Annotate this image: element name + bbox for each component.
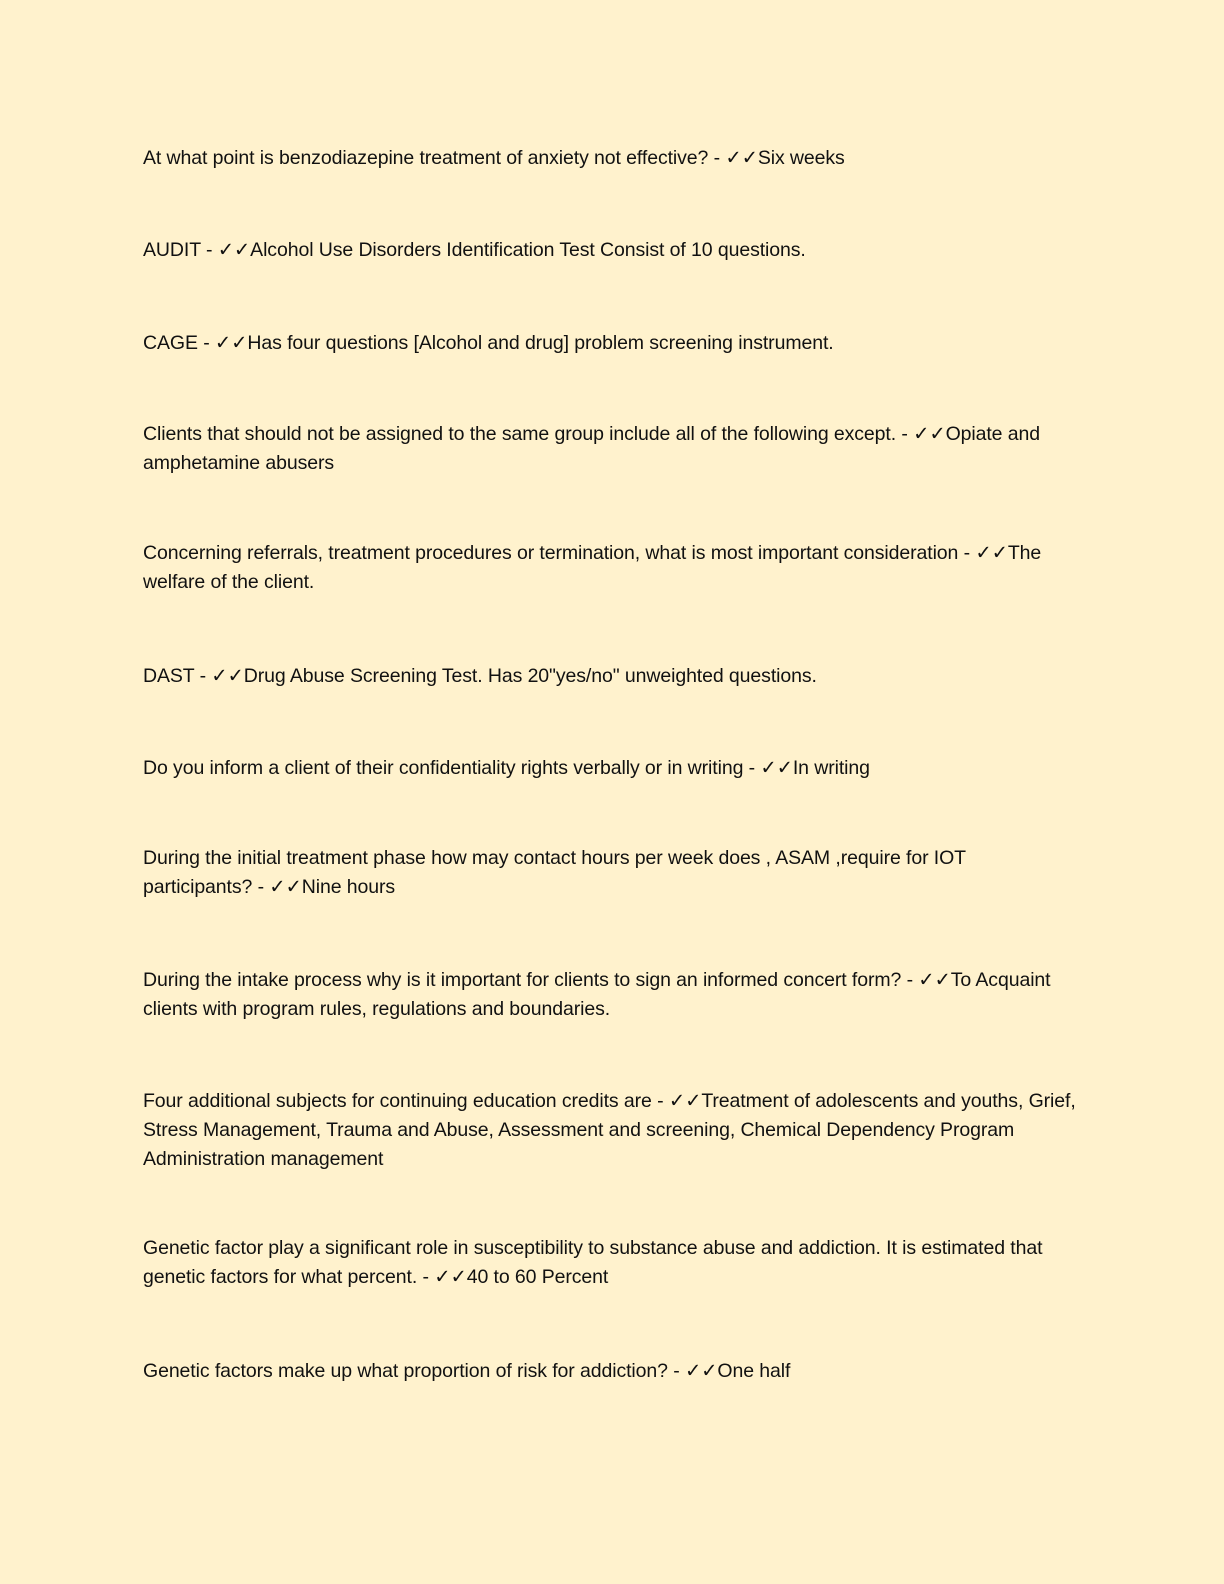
question-text: Four additional subjects for continuing education credits are	[143, 1090, 652, 1112]
double-check-icon: ✓✓	[214, 332, 248, 354]
question-text: Clients that should not be assigned to the same group include all of the following except.	[143, 423, 897, 445]
qa-item	[143, 236, 1078, 265]
separator: -	[901, 969, 919, 991]
double-check-icon: ✓✓	[668, 1090, 702, 1112]
separator: -	[896, 423, 914, 445]
answer-text: Opiate and amphetamine abusers	[143, 423, 1040, 474]
qa-item	[143, 420, 1078, 478]
question-text: During the intake process why is it important for clients to sign an informed concert form?	[143, 969, 902, 991]
double-check-icon: ✓✓	[975, 542, 1008, 564]
qa-item	[143, 329, 1078, 358]
double-check-icon: ✓✓	[913, 423, 946, 445]
qa-item	[143, 966, 1078, 1024]
separator: -	[958, 542, 976, 564]
answer-text: One half	[717, 1360, 791, 1382]
qa-item	[143, 754, 1078, 783]
double-check-icon: ✓✓	[918, 969, 951, 991]
question-text: During the initial treatment phase how may contact hours per week does , ASAM ,require for IOT participants?	[143, 847, 966, 898]
question-text: AUDIT	[143, 239, 201, 261]
question-text: Do you inform a client of their confidentiality rights verbally or in writing	[143, 757, 744, 779]
qa-item	[143, 1234, 1078, 1292]
question-text: Genetic factors make up what proportion of risk for addiction?	[143, 1360, 668, 1382]
separator: -	[667, 1360, 685, 1382]
double-check-icon: ✓✓	[684, 1360, 718, 1382]
answer-text: Alcohol Use Disorders Identification Test Consist of 10 questions.	[250, 239, 806, 261]
qa-item	[143, 662, 1078, 691]
answer-text: Has four questions [Alcohol and drug] problem screening instrument.	[247, 332, 834, 354]
answer-text: Six weeks	[757, 147, 845, 169]
separator: -	[200, 239, 218, 261]
answer-text: In writing	[792, 757, 870, 779]
answer-text: To Acquaint clients with program rules, regulations and boundaries.	[143, 969, 1051, 1020]
answer-text: The welfare of the client.	[143, 542, 1042, 593]
separator: -	[197, 332, 215, 354]
double-check-icon: ✓✓	[725, 147, 758, 169]
separator: -	[651, 1090, 669, 1112]
question-text: DAST	[143, 665, 195, 687]
qa-item	[143, 144, 1078, 173]
question-text: CAGE	[143, 332, 198, 354]
separator: -	[252, 876, 270, 898]
qa-item	[143, 844, 1078, 902]
question-text: Genetic factor play a significant role in susceptibility to substance abuse and addiction. It is estimated that genetic factors for what percent.	[143, 1237, 1043, 1288]
separator: -	[194, 665, 212, 687]
question-text: At what point is benzodiazepine treatment of anxiety not effective?	[143, 147, 709, 169]
answer-text: Nine hours	[301, 876, 396, 898]
separator: -	[708, 147, 726, 169]
answer-text: Treatment of adolescents and youths, Grief, Stress Management, Trauma and Abuse, Assessment and screening, Chemical Dependency Program Administration management	[143, 1090, 1076, 1170]
qa-item	[143, 1087, 1078, 1174]
question-text: Concerning referrals, treatment procedures or termination, what is most important consideration	[143, 542, 959, 564]
qa-item	[143, 539, 1078, 597]
qa-item	[143, 1357, 1078, 1386]
double-check-icon: ✓✓	[217, 239, 251, 261]
answer-text: 40 to 60 Percent	[466, 1266, 609, 1288]
double-check-icon: ✓✓	[269, 876, 302, 898]
separator: -	[743, 757, 761, 779]
answer-text: Drug Abuse Screening Test. Has 20"yes/no" unweighted questions.	[243, 665, 817, 687]
double-check-icon: ✓✓	[760, 757, 793, 779]
double-check-icon: ✓✓	[211, 665, 244, 687]
double-check-icon: ✓✓	[434, 1266, 467, 1288]
separator: -	[417, 1266, 435, 1288]
